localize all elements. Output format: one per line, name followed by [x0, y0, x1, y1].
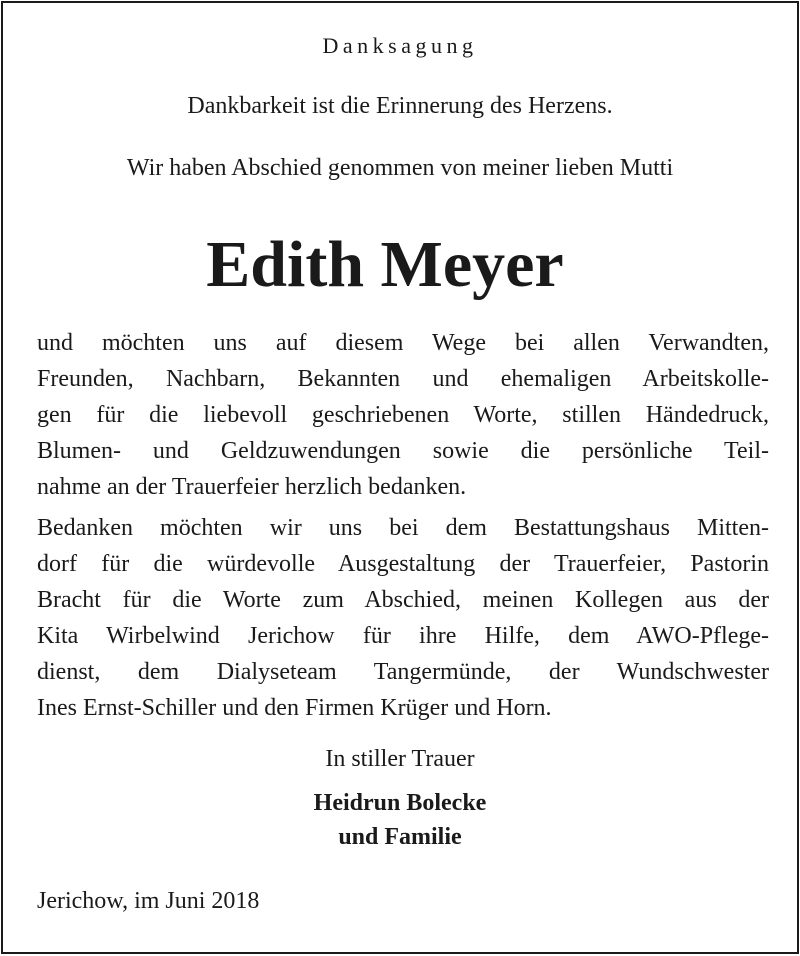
paragraph-line: dorf für die würdevolle Ausgestaltung der Trauerfeier, Pastorin: [37, 551, 769, 577]
paragraph-line: und möchten uns auf diesem Wege bei allen Verwandten,: [37, 330, 769, 356]
paragraph-line: dienst, dem Dialyseteam Tangermünde, der Wundschwester: [37, 659, 769, 685]
thanks-paragraph-2: [37, 510, 769, 726]
paragraph-line: Kita Wirbelwind Jerichow für ihre Hilfe, dem AWO-Pflege-: [37, 623, 769, 649]
signer-name: Heidrun Bolecke: [313, 790, 487, 816]
paragraph-line: nahme an der Trauerfeier herzlich bedanken.: [37, 474, 467, 500]
obituary-notice: [1, 1, 799, 954]
signer-block: [3, 786, 797, 854]
deceased-name: Edith Meyer: [206, 228, 564, 301]
place-date: Jerichow, im Juni 2018: [37, 888, 260, 914]
paragraph-line: Ines Ernst-Schiller und den Firmen Krüger und Horn.: [37, 695, 552, 721]
motto-line: Dankbarkeit ist die Erinnerung des Herzens.: [187, 93, 613, 119]
intro-line: Wir haben Abschied genommen von meiner lieben Mutti: [126, 155, 674, 181]
signer-family: und Familie: [338, 824, 462, 850]
paragraph-line: Blumen- und Geldzuwendungen sowie die persönliche Teil-: [37, 438, 769, 464]
paragraph-line: Bracht für die Worte zum Abschied, meinen Kollegen aus der: [37, 587, 769, 613]
paragraph-line: Bedanken möchten wir uns bei dem Bestattungshaus Mitten-: [37, 515, 769, 541]
notice-heading: Danksagung: [322, 33, 478, 58]
mourning-phrase: In stiller Trauer: [325, 746, 475, 772]
thanks-paragraph-1: [37, 325, 769, 505]
paragraph-line: Freunden, Nachbarn, Bekannten und ehemaligen Arbeitskolle-: [37, 366, 769, 392]
paragraph-line: gen für die liebevoll geschriebenen Worte, stillen Händedruck,: [37, 402, 769, 428]
